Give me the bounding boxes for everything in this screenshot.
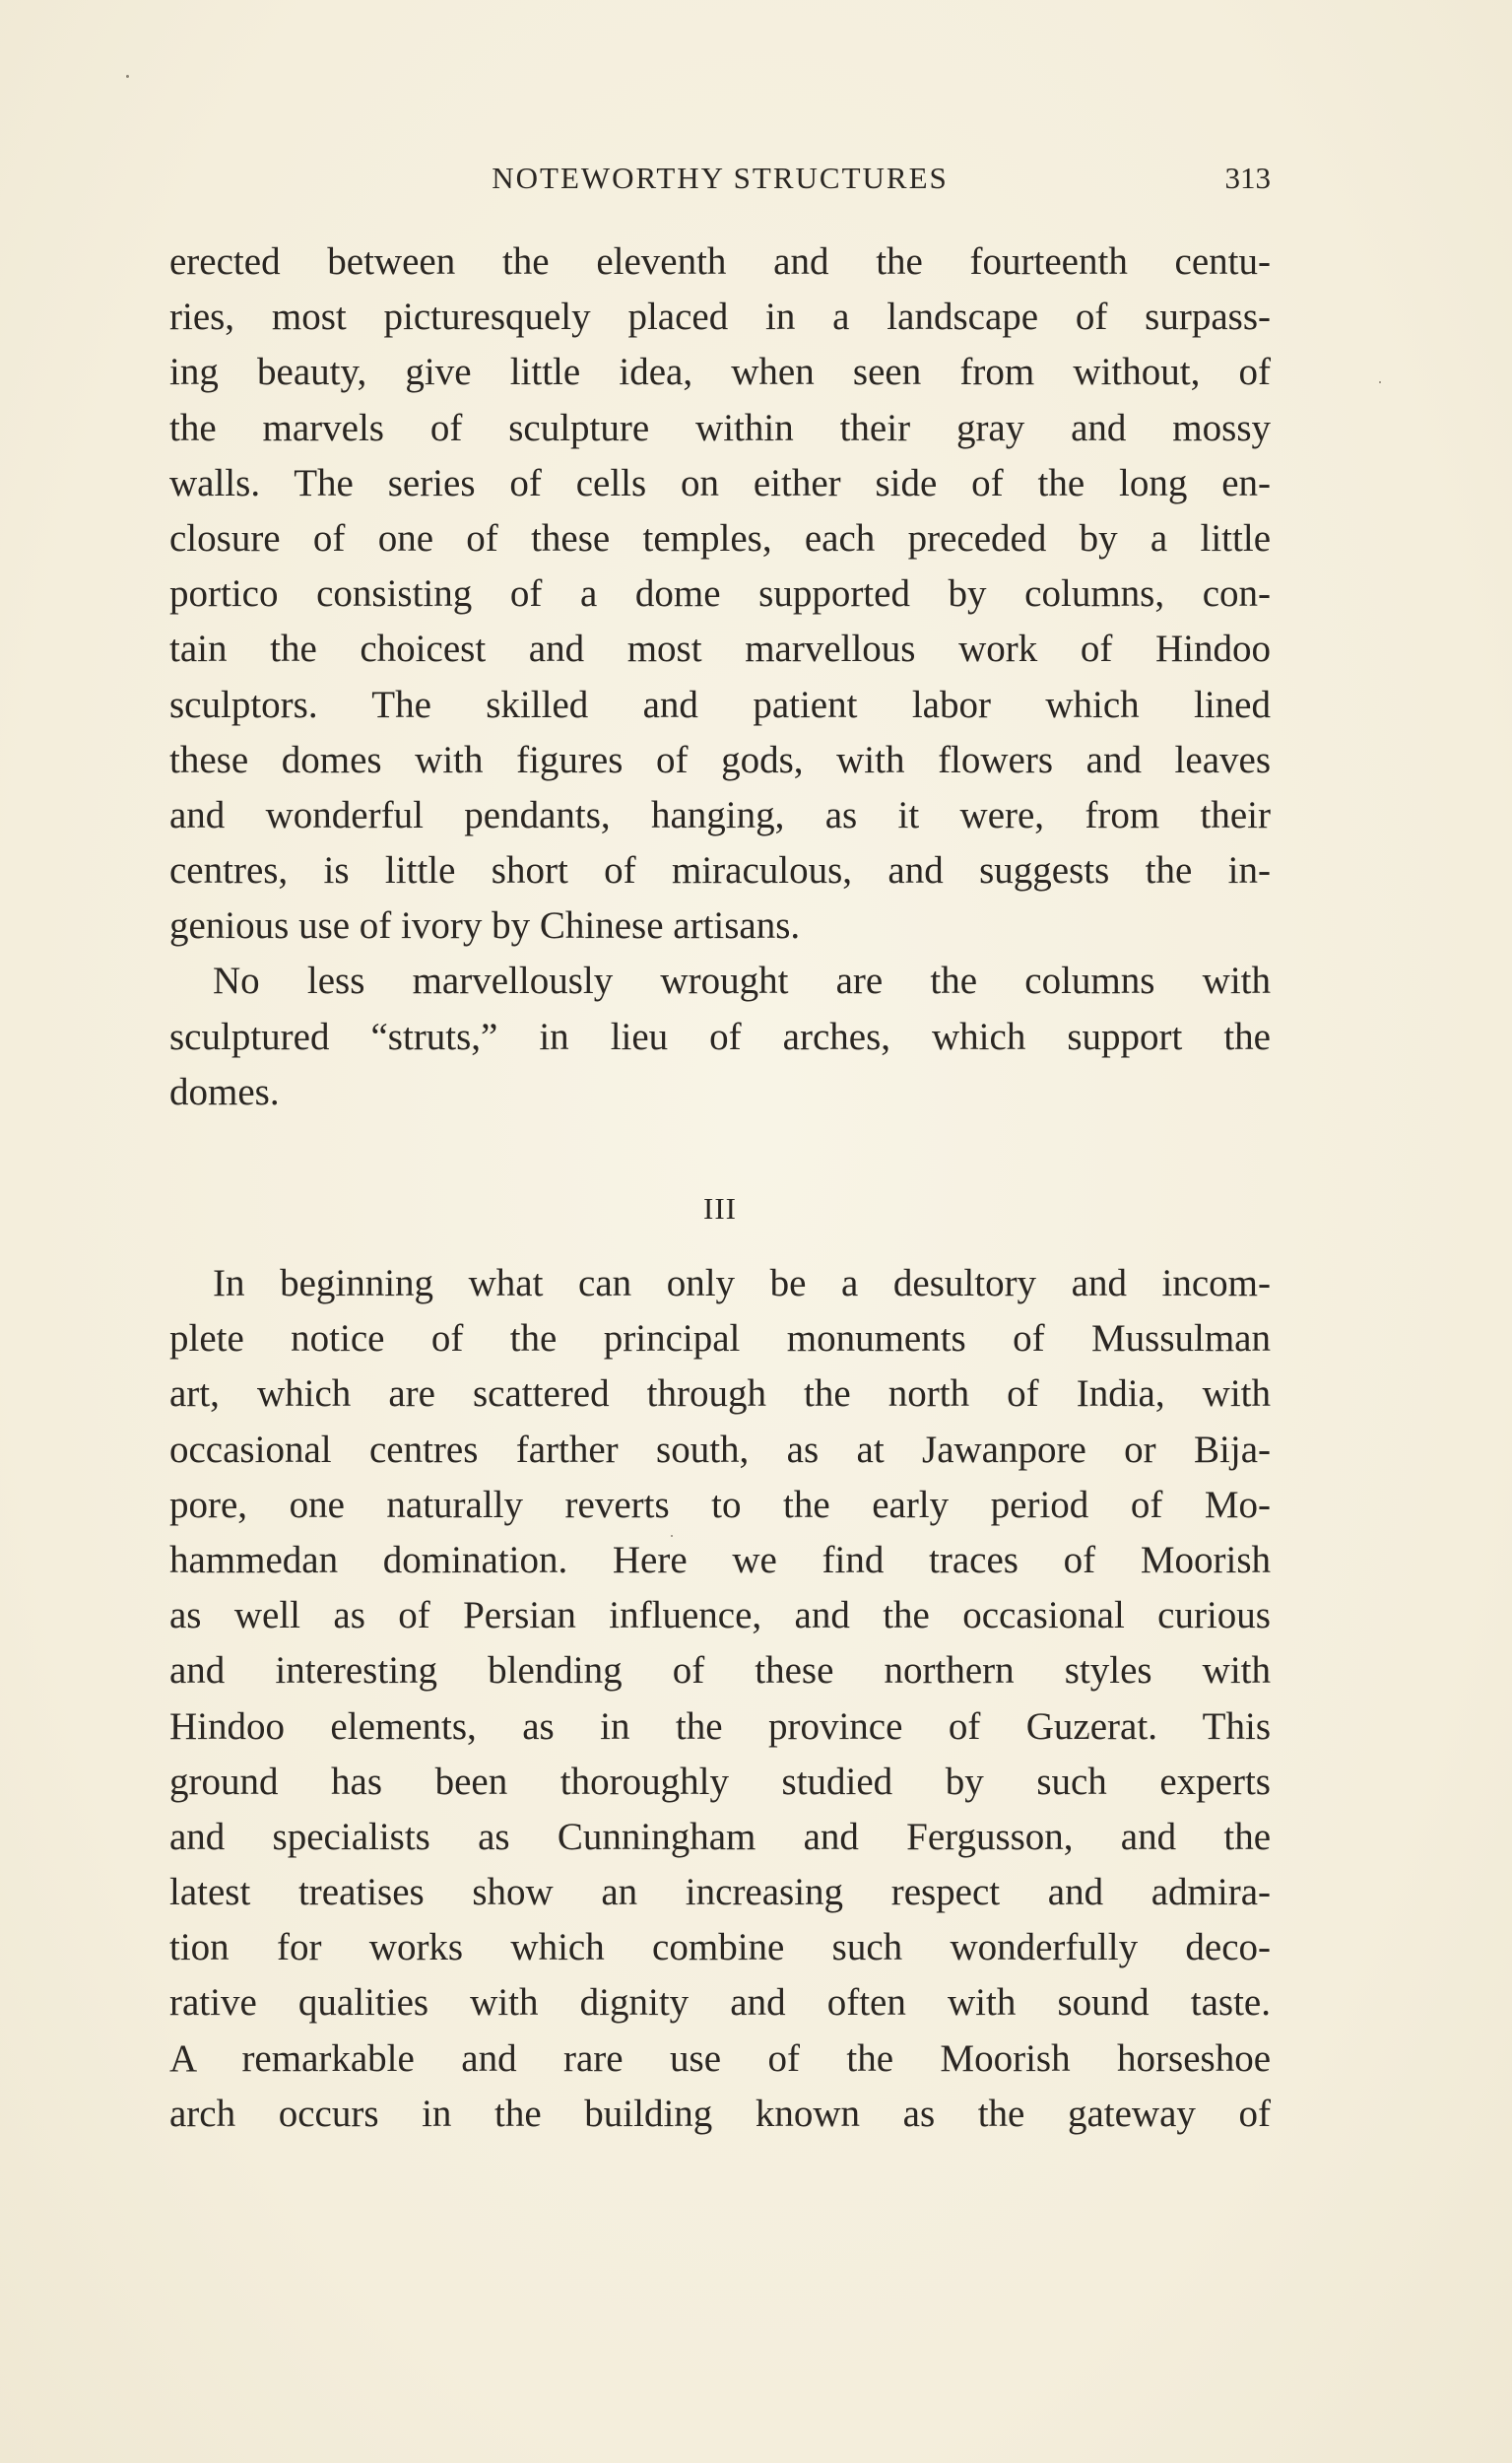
text-line: and specialists as Cunningham and Fergusson, and the [169, 1815, 1271, 1858]
text-line: tion for works which combine such wonderfully deco- [169, 1926, 1271, 1969]
text-line: No less marvellously wrought are the columns with [213, 960, 1271, 1003]
text-line: centres, is little short of miraculous, and suggests the in- [169, 849, 1271, 893]
text-line: sculptors. The skilled and patient labor which lined [169, 683, 1271, 726]
text-line: genious use of ivory by Chinese artisans. [169, 904, 801, 948]
paper-speck [671, 1535, 673, 1537]
text-line: these domes with figures of gods, with flowers and leaves [169, 738, 1271, 781]
text-line: ries, most picturesquely placed in a landscape of surpass- [169, 296, 1271, 339]
text-line: ground has been thoroughly studied by such experts [169, 1760, 1271, 1803]
text-line: art, which are scattered through the north of India, with [169, 1372, 1271, 1416]
page-number: 313 [1224, 161, 1271, 195]
paper-speck [1379, 381, 1381, 383]
text-line: rative qualities with dignity and often with sound taste. [169, 1981, 1271, 2025]
text-line: Hindoo elements, as in the province of Guzerat. This [169, 1704, 1271, 1748]
text-line: the marvels of sculpture within their gray and mossy [169, 406, 1271, 449]
text-line: and interesting blending of these northern styles with [169, 1649, 1271, 1693]
text-line: hammedan domination. Here we find traces of Moorish [169, 1538, 1271, 1581]
text-line: In beginning what can only be a desultory and incom- [213, 1262, 1271, 1304]
text-line: latest treatises show an increasing respect and admira- [169, 1871, 1271, 1914]
text-line: plete notice of the principal monuments of Mussulman [169, 1317, 1271, 1361]
running-head [169, 156, 1271, 201]
text-line: pore, one naturally reverts to the early period of Mo- [169, 1483, 1271, 1526]
text-line: ing beauty, give little idea, when seen from without, of [169, 351, 1271, 394]
text-line: arch occurs in the building known as the gateway of [169, 2092, 1271, 2135]
text-line: walls. The series of cells on either side of the long en- [169, 461, 1271, 504]
text-line: as well as of Persian influence, and the occasional curious [169, 1594, 1271, 1637]
text-line: and wonderful pendants, hanging, as it were, from their [169, 793, 1271, 836]
text-line: tain the choicest and most marvellous work of Hindoo [169, 628, 1271, 671]
paragraph-1 [169, 234, 1271, 954]
text-line: erected between the eleventh and the fourteenth centu- [169, 240, 1271, 283]
running-title: NOTEWORTHY STRUCTURES [492, 161, 949, 195]
body-text [169, 234, 1271, 2142]
paper-speck [126, 75, 129, 78]
section-heading: III [703, 1191, 737, 1226]
text-line: portico consisting of a dome supported by columns, con- [169, 572, 1271, 616]
paragraph-2 [169, 954, 1271, 1120]
text-line: domes. [169, 1070, 280, 1113]
text-line: closure of one of these temples, each preceded by a little [169, 516, 1271, 560]
paragraph-3 [169, 1256, 1271, 2142]
text-line: occasional centres farther south, as at Jawanpore or Bija- [169, 1428, 1271, 1471]
text-line: sculptured “struts,” in lieu of arches, which support the [169, 1015, 1271, 1058]
text-line: A remarkable and rare use of the Moorish horseshoe [169, 2036, 1271, 2080]
